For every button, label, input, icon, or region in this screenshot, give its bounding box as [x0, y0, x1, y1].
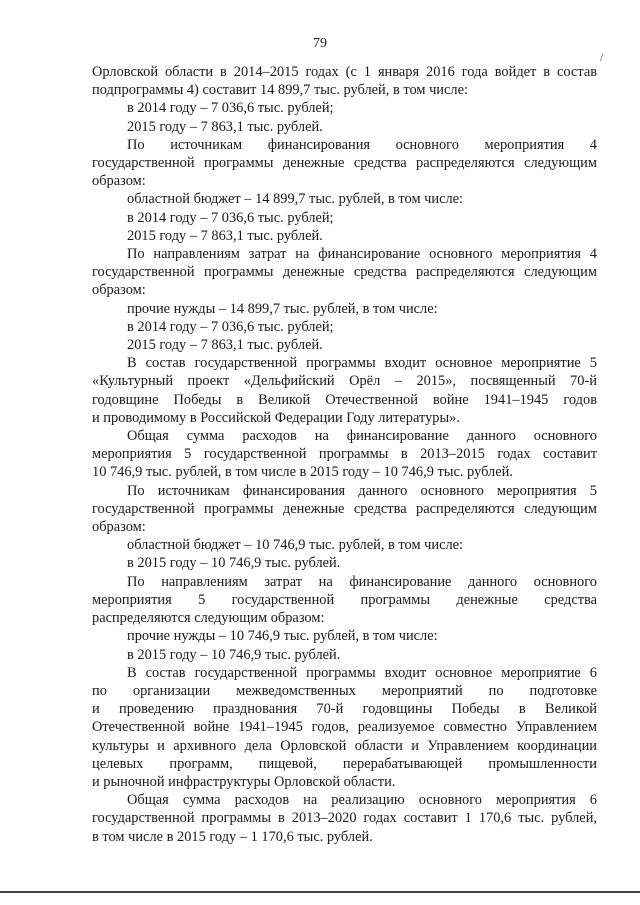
text-line: мероприятия 5 государственной программы в 2013–2015 годах составит	[92, 446, 597, 463]
text-line: мероприятия 5 государственной программы денежные средства	[92, 591, 597, 608]
text-line: государственной программы в 2013–2020 годах составит 1 170,6 тыс. рублей,	[92, 810, 597, 827]
text-line: и проведению празднования 70-й годовщины Победы в Великой	[92, 701, 597, 718]
text-line: Орловской области в 2014–2015 годах (с 1 января 2016 года войдет в состав	[92, 64, 597, 80]
document-body	[92, 63, 597, 846]
text-line: В состав государственной программы входит основное мероприятие 6	[127, 664, 597, 681]
text-line: образом:	[92, 519, 146, 536]
text-line: По направлениям затрат на финансирование данного основного	[127, 573, 597, 590]
text-line: Общая сумма расходов на реализацию основного мероприятия 6	[127, 792, 597, 809]
text-line: 2015 году – 7 863,1 тыс. рублей.	[127, 337, 323, 354]
bottom-rule	[0, 891, 640, 893]
text-line: образом:	[92, 173, 146, 190]
text-line: и рыночной инфраструктуры Орловской области.	[92, 773, 396, 790]
text-line: в 2015 году – 10 746,9 тыс. рублей.	[127, 555, 341, 572]
text-line: целевых программ, пищевой, перерабатывающей промышленности	[92, 755, 597, 772]
text-line: подпрограммы 4) составит 14 899,7 тыс. рублей, в том числе:	[92, 82, 468, 99]
text-line: По направлениям затрат на финансирование основного мероприятия 4	[127, 246, 597, 263]
text-line: По источникам финансирования данного основного мероприятия 5	[127, 482, 597, 499]
corner-mark: /	[600, 50, 604, 64]
text-line: прочие нужды – 14 899,7 тыс. рублей, в том числе:	[127, 300, 438, 317]
text-line: государственной программы денежные средства распределяются следующим	[92, 155, 597, 172]
text-line: Общая сумма расходов на финансирование данного основного	[127, 428, 597, 445]
text-line: в 2014 году – 7 036,6 тыс. рублей;	[127, 100, 334, 117]
text-line: В состав государственной программы входит основное мероприятие 5	[127, 355, 597, 372]
text-line: в том числе в 2015 году – 1 170,6 тыс. рублей.	[92, 828, 373, 845]
text-line: Отечественной войне 1941–1945 годов, реализуемое совместно Управлением	[92, 719, 597, 736]
text-line: областной бюджет – 14 899,7 тыс. рублей, в том числе:	[127, 191, 464, 208]
text-line: образом:	[92, 282, 146, 299]
text-line: в 2014 году – 7 036,6 тыс. рублей;	[127, 318, 334, 335]
text-line: 10 746,9 тыс. рублей, в том числе в 2015 году – 10 746,9 тыс. рублей.	[92, 464, 513, 481]
text-line: 2015 году – 7 863,1 тыс. рублей.	[127, 118, 323, 135]
text-line: распределяются следующим образом:	[92, 610, 325, 627]
text-line: в 2015 году – 10 746,9 тыс. рублей.	[127, 646, 341, 663]
text-line: прочие нужды – 10 746,9 тыс. рублей, в том числе:	[127, 628, 438, 645]
page-number: 79	[313, 36, 327, 51]
text-line: и проводимому в Российской Федерации Году литературы».	[92, 409, 460, 426]
text-line: по организации межведомственных мероприятий по подготовке	[92, 682, 597, 699]
text-line: государственной программы денежные средства распределяются следующим	[92, 264, 597, 281]
text-line: культуры и архивного дела Орловской области и Управлением координации	[92, 737, 597, 754]
text-line: государственной программы денежные средства распределяются следующим	[92, 500, 597, 517]
text-line: областной бюджет – 10 746,9 тыс. рублей, в том числе:	[127, 537, 464, 554]
text-line: в 2014 году – 7 036,6 тыс. рублей;	[127, 209, 334, 226]
text-line: годовщине Победы в Великой Отечественной войне 1941–1945 годов	[92, 391, 597, 408]
text-line: 2015 году – 7 863,1 тыс. рублей.	[127, 227, 323, 244]
text-line: «Культурный проект «Дельфийский Орёл – 2015», посвященный 70-й	[92, 373, 597, 390]
text-line: По источникам финансирования основного мероприятия 4	[127, 136, 597, 153]
